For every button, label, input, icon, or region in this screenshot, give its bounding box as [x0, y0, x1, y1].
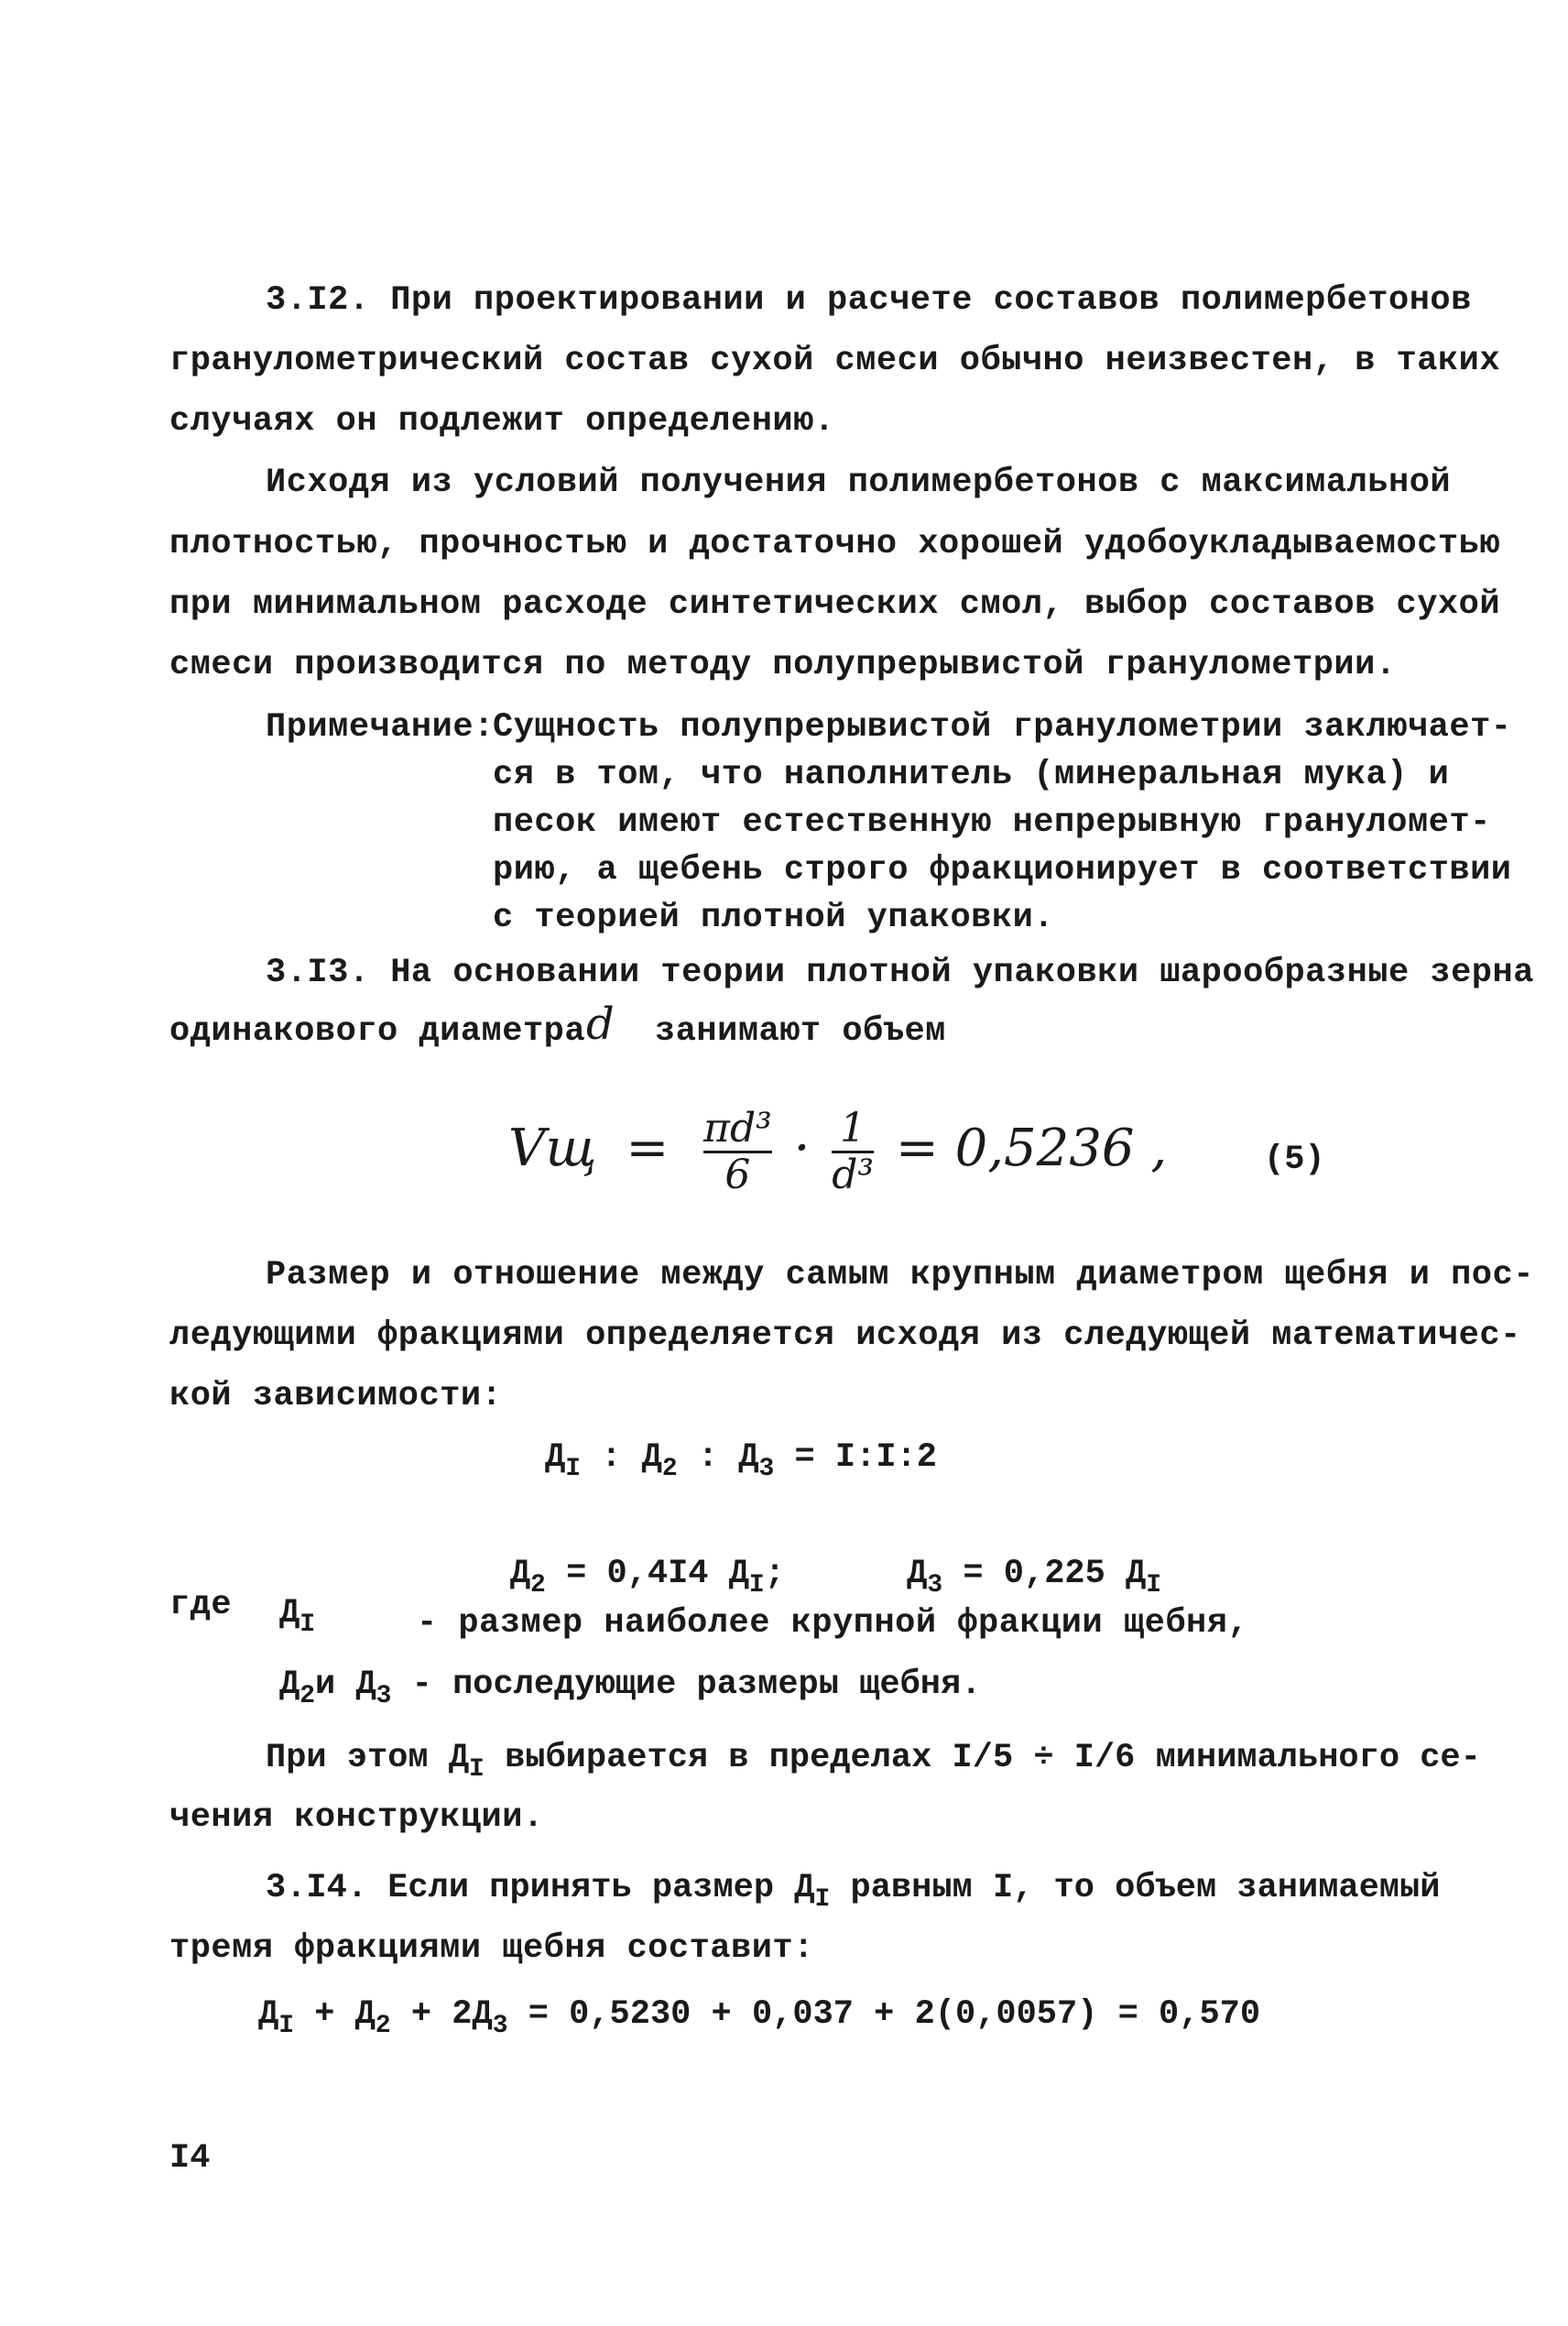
d3-d1-sub: I — [1146, 1571, 1162, 1600]
formula-lhs: Vщ — [508, 1119, 597, 1178]
section-3-14-line-1 — [266, 1869, 1440, 1914]
section-3-14-a: 3.I4. Если принять размер Д — [266, 1869, 815, 1907]
where-d1-sub: I — [299, 1611, 316, 1639]
note-line-2: ся в том, что наполнитель (минеральная мука) и — [493, 756, 1450, 794]
section-3-12-line-3: случаях он подлежит определению. — [169, 402, 835, 441]
d3-sub: 3 — [927, 1571, 943, 1600]
where-d1-desc: - размер наиболее крупной фракции щебня, — [417, 1604, 1249, 1643]
diameter-symbol: d — [586, 999, 615, 1050]
note-line-3: песок имеют естественную непрерывную грануломет- — [493, 803, 1491, 842]
sum-formula — [258, 1995, 1260, 2040]
fraction-1-numerator: πd³ — [703, 1105, 772, 1152]
para-2-line-1: Исходя из условий получения полимербетонов с максимальной — [266, 464, 1452, 502]
fraction-1-denominator: 6 — [724, 1152, 751, 1198]
note-line-5: с теорией плотной упаковки. — [493, 899, 1054, 937]
d2-symbol: Д — [509, 1555, 531, 1593]
d3-value: = 0,225 Д — [942, 1555, 1147, 1593]
equation-number: (5) — [1264, 1141, 1325, 1179]
para-2-line-3: при минимальном расходе синтетических смол, выбор составов сухой — [169, 585, 1501, 624]
para-choice-sub: I — [469, 1755, 485, 1784]
ratio-d1-sub: I — [565, 1455, 582, 1483]
d2-sub: 2 — [530, 1571, 546, 1600]
note-line-4: рию, а щебень строго фракционирует в соответствии — [493, 851, 1512, 890]
para-size-line-2: ледующими фракциями определяется исходя из следующей математичес- — [169, 1316, 1521, 1355]
fraction-2-numerator: 1 — [840, 1105, 866, 1152]
ratio-d2-sub: 2 — [661, 1455, 678, 1483]
where-and-d3: и Д — [315, 1665, 376, 1704]
sum-result: = 0,5230 + 0,037 + 2(0,0057) = 0,570 — [507, 1995, 1261, 2034]
section-3-12-line-2: гранулометрический состав сухой смеси обычно неизвестен, в таких — [169, 342, 1501, 380]
sum-d1: Д — [258, 1995, 279, 2034]
note-line-1: Сущность полупрерывистой гранулометрии заключает- — [493, 708, 1512, 747]
where-d2-sub: 2 — [299, 1682, 316, 1710]
d2-d1-sub: I — [748, 1571, 765, 1600]
para-choice-line-2: чения конструкции. — [169, 1798, 544, 1837]
formula-eq: = — [626, 1119, 670, 1178]
para-size-line-1: Размер и отношение между самым крупным диаметром щебня и пос- — [266, 1256, 1534, 1294]
fraction-1 — [703, 1105, 772, 1198]
section-3-13-line-1: 3.I3. На основании теории плотной упаковки шарообразные зерна — [266, 954, 1534, 992]
sum-d2: + Д — [294, 1995, 376, 2034]
para-2-line-2: плотностью, прочностью и достаточно хорошей удобоукладываемостью — [169, 525, 1501, 563]
section-3-13-line-2a: одинакового диаметра — [169, 1012, 586, 1051]
ratio-d3-sub: 3 — [758, 1455, 775, 1483]
section-3-13-line-2b: занимают объем — [655, 1012, 946, 1051]
d3-symbol: ; Д — [764, 1555, 928, 1593]
formula-5 — [508, 1105, 1168, 1198]
where-label: где — [169, 1586, 233, 1624]
ratio-d3: : Д — [677, 1438, 759, 1477]
fraction-2-denominator: d³ — [832, 1152, 875, 1198]
where-d2-d3 — [279, 1665, 981, 1710]
section-3-14-b: равным I, то объем занимаемый — [830, 1869, 1441, 1907]
sum-d3-sub: 3 — [492, 2012, 508, 2040]
ratio-value: = I:I:2 — [774, 1438, 937, 1477]
where-d2-desc: - последующие размеры щебня. — [391, 1665, 982, 1704]
ratio-d1: Д — [545, 1438, 566, 1477]
ratio-formula — [545, 1438, 937, 1483]
para-choice-a: При этом Д — [266, 1739, 470, 1777]
para-2-line-4: смеси производится по методу полупрерывистой гранулометрии. — [169, 646, 1397, 684]
sum-d2-sub: 2 — [375, 2012, 391, 2040]
fraction-2 — [832, 1105, 875, 1198]
sum-d3: + 2Д — [390, 1995, 493, 2034]
para-choice-b: выбирается в пределах I/5 ÷ I/6 минимального се- — [484, 1739, 1481, 1777]
section-3-12-line-1: 3.I2. При проектировании и расчете составов полимербетонов — [266, 281, 1472, 320]
where-d2-symbol: Д — [279, 1665, 300, 1704]
page-number: I4 — [169, 2139, 211, 2178]
ratio-d2: : Д — [581, 1438, 662, 1477]
para-size-line-3: кой зависимости: — [169, 1377, 503, 1415]
formula-rhs: = 0,5236 , — [895, 1119, 1168, 1178]
formula-dot: · — [793, 1119, 811, 1178]
note-label: Примечание: — [266, 708, 495, 747]
sum-d1-sub: I — [278, 2012, 295, 2040]
where-d1-symbol: Д — [279, 1594, 300, 1633]
section-3-14-sub: I — [814, 1885, 831, 1914]
d2-value: = 0,4I4 Д — [545, 1555, 749, 1593]
where-d1 — [279, 1594, 315, 1639]
para-choice-line-1 — [266, 1739, 1481, 1784]
where-d3-sub: 3 — [376, 1682, 392, 1710]
section-3-14-line-2: тремя фракциями щебня составит: — [169, 1929, 814, 1968]
